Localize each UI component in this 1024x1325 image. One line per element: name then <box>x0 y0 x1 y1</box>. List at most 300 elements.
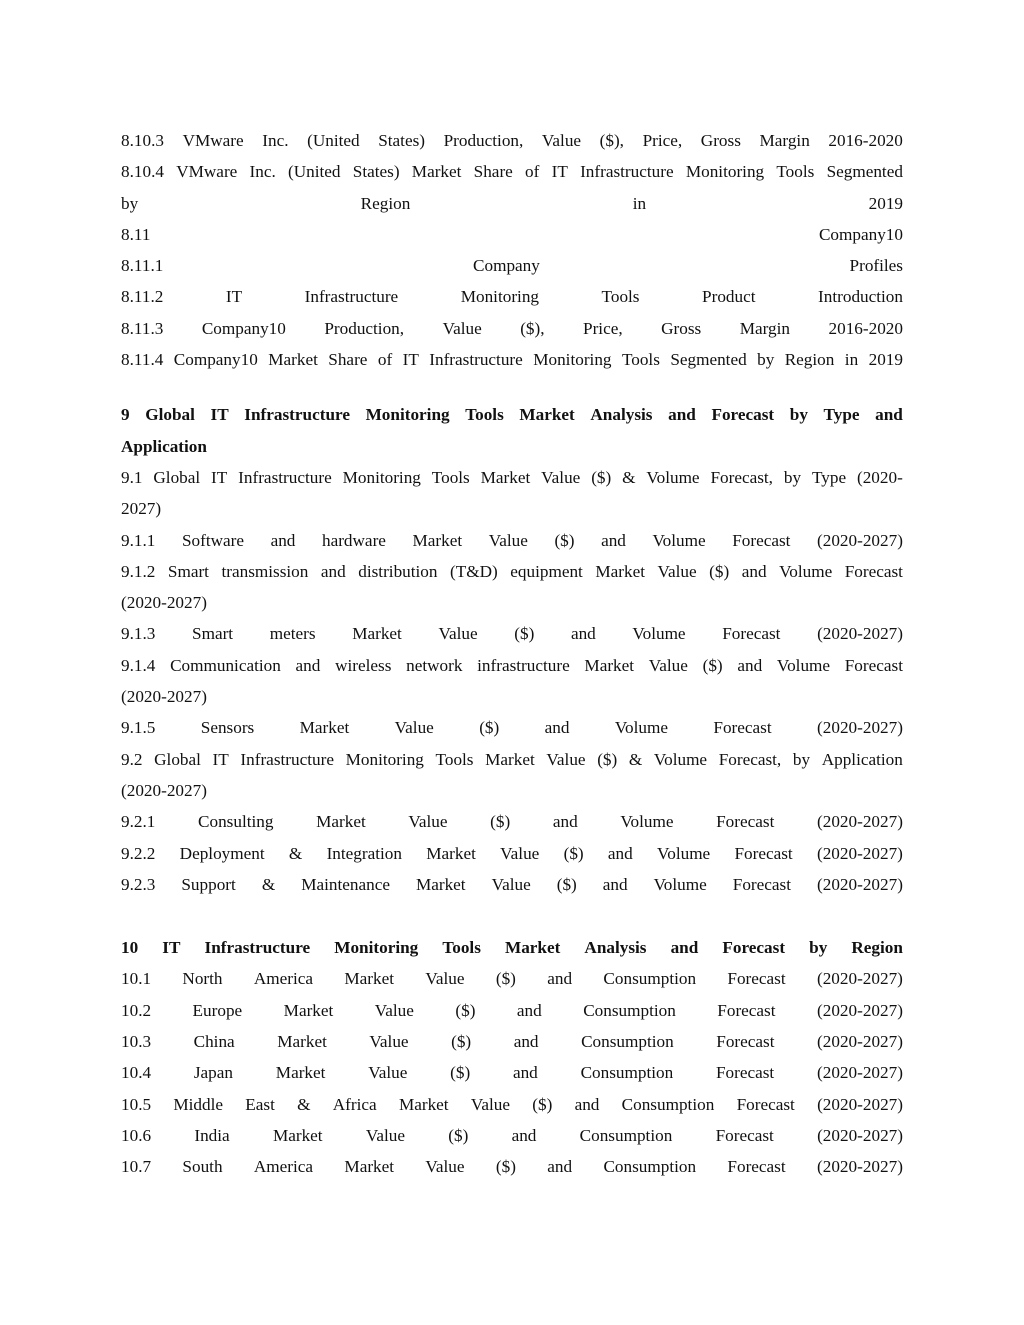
word: Tools <box>431 467 470 487</box>
word: Infrastructure <box>240 749 334 769</box>
word: 8.11.1 <box>121 256 164 276</box>
word: Value <box>438 624 478 644</box>
word: meters <box>269 624 316 644</box>
word: Value <box>408 812 448 832</box>
word: Margin <box>759 131 810 150</box>
toc-entry-10-4 <box>121 1057 903 1088</box>
word: (2020-2027) <box>817 530 903 550</box>
word: Production, <box>324 318 405 338</box>
word: and <box>570 624 596 644</box>
word: Tools <box>465 405 504 425</box>
word: Monitoring <box>533 350 612 370</box>
word: Region <box>784 350 835 370</box>
word: and <box>513 1032 539 1052</box>
word: Support <box>181 874 236 894</box>
word: Consumption <box>603 969 697 989</box>
word: Segmented <box>826 162 903 182</box>
word: by <box>809 938 828 958</box>
toc-entry-9-1-3 <box>121 618 903 649</box>
word: 9.2.1 <box>121 812 156 832</box>
word: Tools <box>435 749 474 769</box>
toc-entry-10-3 <box>121 1026 903 1057</box>
word: Deployment <box>179 843 265 863</box>
word: ($) <box>597 749 618 769</box>
word: 8.10.3 <box>121 131 164 150</box>
word: Region <box>360 193 411 213</box>
word: South <box>182 1157 223 1177</box>
word: Monitoring <box>334 938 419 958</box>
word: Market <box>352 624 402 644</box>
word: Forecast <box>844 655 903 675</box>
toc-entry-9-1-4 <box>121 650 903 681</box>
word: ($), <box>520 318 545 338</box>
word: Monitoring <box>460 287 540 307</box>
word: Value <box>425 969 465 989</box>
word: Market <box>504 938 561 958</box>
word: Value <box>648 655 688 675</box>
word: Integration <box>326 843 402 863</box>
word: Global <box>153 467 201 487</box>
word: Monitoring <box>365 405 450 425</box>
word: Volume <box>657 843 711 863</box>
word: 10.3 <box>121 1032 152 1052</box>
word: 10.1 <box>121 969 152 989</box>
word: (2020-2027) <box>817 812 903 832</box>
word: Forecast <box>734 843 793 863</box>
section-heading-10 <box>121 932 903 963</box>
word: Market <box>344 969 395 989</box>
word: 2019 <box>868 350 903 370</box>
word: (2020-2027) <box>816 969 903 989</box>
toc-entry-8-10-4 <box>121 156 903 187</box>
word: ($) <box>514 624 535 644</box>
word: by <box>783 467 802 487</box>
word: hardware <box>321 530 386 550</box>
word: 9.2 <box>121 749 143 769</box>
word: 8.10.4 <box>121 162 164 182</box>
word: 9.1.3 <box>121 624 156 644</box>
word: Monitoring <box>342 467 421 487</box>
word: (2020-2027) <box>817 874 903 894</box>
word: Global <box>154 749 201 769</box>
word: Infrastructure <box>580 162 674 182</box>
word: Value <box>425 1157 465 1177</box>
word: Forecast <box>715 1125 774 1145</box>
word: Analysis <box>584 938 647 958</box>
word: (2020-2027) <box>817 1094 903 1114</box>
word: Forecast <box>844 561 903 581</box>
word: India <box>194 1125 230 1145</box>
word: Forecast <box>732 874 791 894</box>
toc-entry-9-2-2 <box>121 838 903 869</box>
word: Market <box>411 162 462 182</box>
word: Infrastructure <box>204 938 311 958</box>
word: Tools <box>442 938 481 958</box>
word: Market <box>272 1125 323 1145</box>
word: and <box>601 530 626 550</box>
word: 10.6 <box>121 1125 152 1145</box>
word: and <box>516 1000 542 1020</box>
word: Market <box>344 1157 395 1177</box>
word: Volume <box>776 655 831 675</box>
word: (2020-2027) <box>817 718 903 738</box>
word: and <box>668 405 696 425</box>
word: Middle <box>173 1094 223 1114</box>
toc-entry-8-11-1 <box>121 250 903 281</box>
word: (2020-2027) <box>816 843 903 863</box>
word: & <box>288 843 303 863</box>
word: ($), <box>599 131 624 150</box>
word: & <box>297 1094 311 1114</box>
word: and <box>270 530 296 550</box>
word: Inc. <box>262 131 289 150</box>
word: Value <box>365 1125 405 1145</box>
word: North <box>182 969 223 989</box>
word: 2016-2020 <box>828 131 903 150</box>
word: Company10 <box>818 224 903 244</box>
word: Forecast <box>716 1032 775 1052</box>
word: Tools <box>601 287 640 307</box>
word: Analysis <box>590 405 653 425</box>
word: by <box>792 749 811 769</box>
word: by <box>121 193 139 213</box>
word: Volume <box>779 561 833 581</box>
toc-entry-9-2 <box>121 744 903 775</box>
word: IT <box>211 467 228 487</box>
word: ($) <box>490 812 511 832</box>
word: IT <box>162 938 181 958</box>
word: Market <box>316 812 366 832</box>
word: Inc. <box>249 162 276 182</box>
word: Value <box>500 843 540 863</box>
word: Type <box>823 405 860 425</box>
word: ($) <box>556 874 577 894</box>
word: Margin <box>739 318 791 338</box>
word: ($) <box>448 1125 469 1145</box>
word: Forecast <box>727 969 786 989</box>
word: ($) <box>532 1094 553 1114</box>
word: Gross <box>661 318 702 338</box>
word: Forecast <box>722 624 781 644</box>
word: 9 <box>121 405 130 425</box>
toc-entry-9-2-3 <box>121 869 903 900</box>
word: Share <box>473 162 513 182</box>
word: Introduction <box>818 287 903 307</box>
word: IT <box>551 162 568 182</box>
word: Forecast <box>717 1000 776 1020</box>
word: Company10 <box>201 318 286 338</box>
word: Value <box>394 718 434 738</box>
word: Tools <box>776 162 815 182</box>
word: Market <box>584 655 635 675</box>
word: (2020-2027) <box>817 1000 903 1020</box>
word: Market <box>426 843 476 863</box>
word: ($) <box>455 1000 476 1020</box>
word: Market <box>283 1000 334 1020</box>
word: 9.1.2 <box>121 561 156 581</box>
toc-entry-9-1-2-cont: (2020-2027) <box>121 593 207 613</box>
word: Forecast <box>722 938 786 958</box>
word: Monitoring <box>685 162 765 182</box>
word: Consumption <box>603 1157 697 1177</box>
word: (2020-2027) <box>817 1157 903 1177</box>
word: infrastructure <box>477 655 570 675</box>
word: and <box>741 561 767 581</box>
word: & <box>261 874 276 894</box>
word: 10.4 <box>121 1063 152 1083</box>
word: Region <box>851 938 903 958</box>
word: equipment <box>510 561 583 581</box>
word: 10 <box>121 938 139 958</box>
word: Africa <box>332 1094 377 1114</box>
word: Smart <box>167 561 209 581</box>
word: Forecast <box>713 718 772 738</box>
word: ($) <box>495 1157 516 1177</box>
word: ($) <box>479 718 500 738</box>
word: (T&D) <box>450 561 498 581</box>
word: Communication <box>170 655 281 675</box>
word: East <box>245 1094 275 1114</box>
toc-entry-9-1-cont: 2027) <box>121 499 162 519</box>
word: Volume <box>653 874 707 894</box>
word: Market <box>275 1063 326 1083</box>
word: 9.2.2 <box>121 843 156 863</box>
word: Market <box>277 1032 327 1052</box>
toc-entry-9-1-5 <box>121 712 903 743</box>
word: Company <box>473 256 540 276</box>
word: 10.2 <box>121 1000 152 1020</box>
word: Market <box>415 874 466 894</box>
word: and <box>511 1125 537 1145</box>
word: Forecast <box>716 812 775 832</box>
word: & <box>622 467 636 487</box>
word: ($) <box>591 467 612 487</box>
toc-entry-9-1-2 <box>121 556 903 587</box>
word: VMware <box>182 131 244 150</box>
word: Maintenance <box>301 874 390 894</box>
toc-entry-8-11-3 <box>121 313 903 344</box>
word: Japan <box>193 1063 233 1083</box>
word: Volume <box>620 812 674 832</box>
toc-entry-10-1 <box>121 963 903 994</box>
word: (2020-2027) <box>817 1125 903 1145</box>
word: Forecast <box>711 405 775 425</box>
toc-entry-9-2-cont: (2020-2027) <box>121 780 207 800</box>
word: Market <box>299 718 350 738</box>
word: Market <box>412 530 463 550</box>
word: (2020- <box>856 467 903 487</box>
word: of <box>377 350 393 370</box>
word: and <box>320 561 346 581</box>
word: by <box>789 405 808 425</box>
word: Product <box>702 287 756 307</box>
word: and <box>544 718 570 738</box>
word: (2020-2027) <box>817 1063 903 1083</box>
word: 9.1.5 <box>121 718 156 738</box>
word: Market <box>485 749 535 769</box>
word: Profiles <box>849 256 903 276</box>
word: Software <box>181 530 244 550</box>
word: wireless <box>335 655 392 675</box>
section-heading-9 <box>121 399 903 430</box>
word: in <box>844 350 859 370</box>
word: Consulting <box>198 812 274 832</box>
word: Volume <box>614 718 669 738</box>
word: 10.7 <box>121 1157 152 1177</box>
word: distribution <box>358 561 438 581</box>
word: 2016-2020 <box>828 318 903 338</box>
word: Production, <box>443 131 524 150</box>
word: and <box>607 843 633 863</box>
word: Forecast <box>732 530 791 550</box>
word: Type <box>811 467 847 487</box>
word: 9.2.3 <box>121 874 156 894</box>
word: Infrastructure <box>304 287 399 307</box>
word: transmission <box>221 561 309 581</box>
word: Forecast <box>736 1094 795 1114</box>
word: Volume <box>632 624 686 644</box>
word: by <box>757 350 775 370</box>
word: & <box>628 749 643 769</box>
word: 8.11.4 <box>121 350 164 370</box>
word: Infrastructure <box>238 467 332 487</box>
word: ($) <box>709 561 730 581</box>
word: Market <box>595 561 645 581</box>
toc-entry-9-1-1 <box>121 525 903 556</box>
word: Forecast, <box>710 467 773 487</box>
word: Forecast, <box>718 749 782 769</box>
word: America <box>253 1157 314 1177</box>
word: (2020-2027) <box>817 624 903 644</box>
word: network <box>406 655 463 675</box>
word: Value <box>442 318 482 338</box>
word: 2019 <box>868 193 903 213</box>
word: Consumption <box>583 1000 676 1020</box>
word: VMware <box>176 162 238 182</box>
word: of <box>525 162 540 182</box>
word: Segmented <box>670 350 747 370</box>
word: Smart <box>192 624 234 644</box>
word: in <box>632 193 647 213</box>
word: and <box>512 1063 538 1083</box>
toc-entry-8-11 <box>121 219 903 250</box>
word: Value <box>369 1032 409 1052</box>
word: Sensors <box>200 718 255 738</box>
word: Value <box>541 131 582 150</box>
word: Infrastructure <box>244 405 350 425</box>
word: and <box>574 1094 600 1114</box>
word: Value <box>541 467 581 487</box>
word: 9.1.4 <box>121 655 156 675</box>
word: Gross <box>700 131 741 150</box>
word: (United <box>288 162 341 182</box>
word: Application <box>821 749 903 769</box>
toc-entry-10-5 <box>121 1089 903 1120</box>
word: Forecast <box>727 1157 786 1177</box>
word: ($) <box>451 1032 472 1052</box>
word: 8.11.2 <box>121 287 164 307</box>
word: Price, <box>583 318 623 338</box>
word: 9.1 <box>121 467 143 487</box>
word: Market <box>398 1094 449 1114</box>
word: Value <box>491 874 531 894</box>
toc-entry-10-2 <box>121 995 903 1026</box>
word: Value <box>374 1000 414 1020</box>
word: Tools <box>621 350 660 370</box>
word: Monitoring <box>345 749 424 769</box>
word: and <box>295 655 321 675</box>
toc-entry-8-11-4 <box>121 344 903 375</box>
word: ($) <box>563 843 584 863</box>
word: States) <box>352 162 400 182</box>
word: 9.1.1 <box>121 530 156 550</box>
word: Market <box>268 350 318 370</box>
word: Consumption <box>580 1063 674 1083</box>
document-page <box>121 125 903 1183</box>
word: and <box>737 655 763 675</box>
word: Market <box>480 467 531 487</box>
word: Volume <box>652 530 706 550</box>
word: and <box>547 969 573 989</box>
toc-entry-8-10-4-cont <box>121 188 903 219</box>
word: and <box>670 938 699 958</box>
word: Value <box>368 1063 408 1083</box>
word: States) <box>378 131 425 150</box>
toc-entry-10-6 <box>121 1120 903 1151</box>
word: Volume <box>653 749 708 769</box>
word: Europe <box>192 1000 243 1020</box>
word: IT <box>212 749 229 769</box>
word: Value <box>470 1094 510 1114</box>
word: and <box>547 1157 573 1177</box>
word: and <box>875 405 903 425</box>
word: Value <box>657 561 697 581</box>
word: America <box>253 969 314 989</box>
toc-entry-9-1-4-cont: (2020-2027) <box>121 687 207 707</box>
word: Company10 <box>173 350 258 370</box>
word: Global <box>145 405 195 425</box>
word: Consumption <box>581 1032 674 1052</box>
toc-entry-8-10-3 <box>121 125 903 156</box>
toc-entry-10-7 <box>121 1151 903 1182</box>
word: ($) <box>495 969 516 989</box>
word: (United <box>307 131 360 150</box>
word: Share <box>328 350 368 370</box>
word: Consumption <box>621 1094 715 1114</box>
toc-entry-9-1 <box>121 462 903 493</box>
toc-entry-9-2-1 <box>121 806 903 837</box>
word: Value <box>546 749 586 769</box>
word: (2020-2027) <box>817 1032 903 1052</box>
word: Value <box>488 530 528 550</box>
word: IT <box>225 287 243 307</box>
word: Consumption <box>579 1125 673 1145</box>
toc-entry-8-11-2 <box>121 281 903 312</box>
word: 8.11 <box>121 224 151 244</box>
word: ($) <box>450 1063 471 1083</box>
word: and <box>602 874 628 894</box>
word: 8.11.3 <box>121 318 164 338</box>
word: Forecast <box>715 1063 775 1083</box>
word: Market <box>519 405 575 425</box>
word: ($) <box>554 530 575 550</box>
word: ($) <box>702 655 723 675</box>
word: IT <box>402 350 419 370</box>
word: 10.5 <box>121 1094 152 1114</box>
word: IT <box>210 405 229 425</box>
word: China <box>193 1032 235 1052</box>
word: Infrastructure <box>429 350 523 370</box>
